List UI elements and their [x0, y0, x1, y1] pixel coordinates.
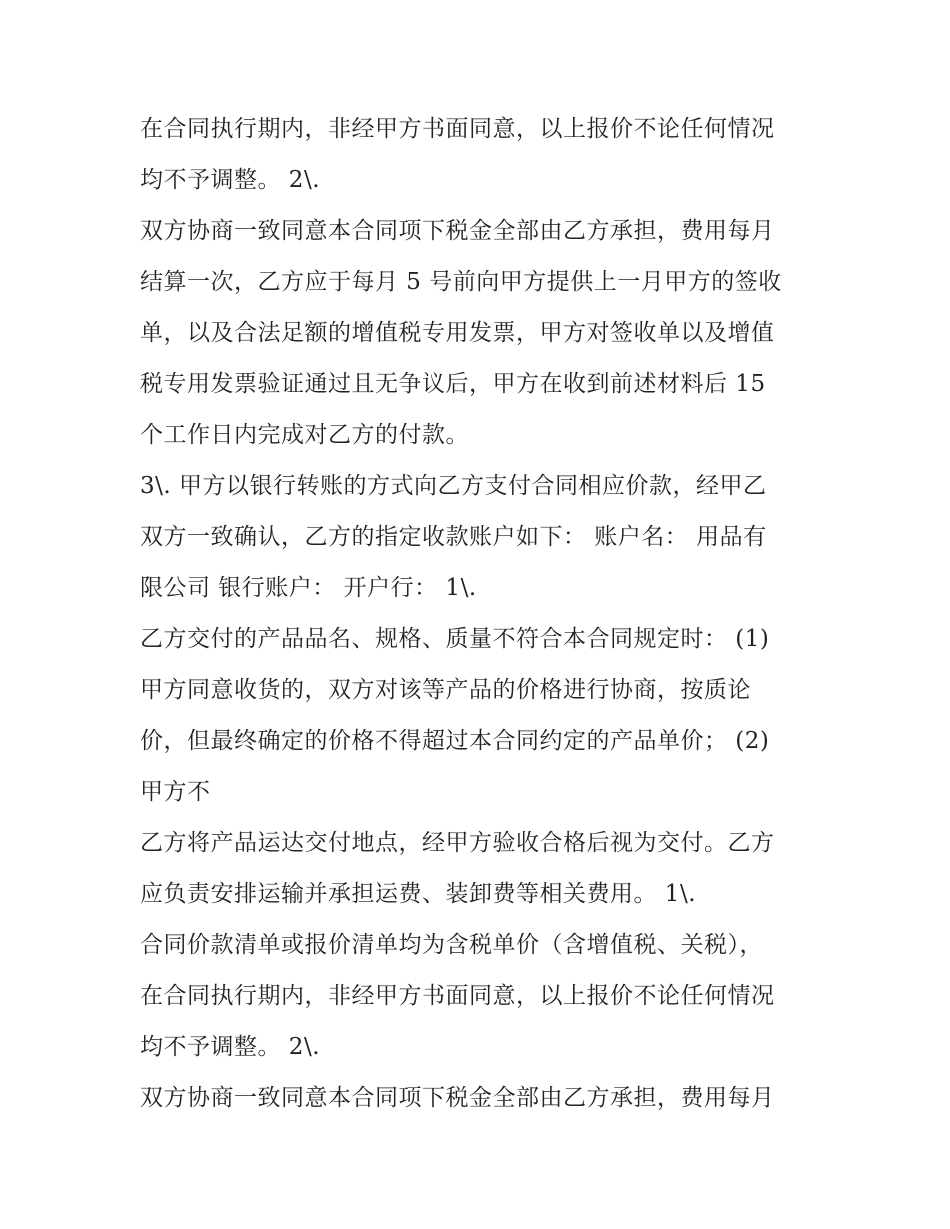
text-line: 甲方不	[140, 779, 211, 805]
text-line: 乙方将产品运达交付地点，经甲方验收合格后视为交付。乙方	[140, 830, 775, 856]
text-line: 合同价款清单或报价清单均为含税单价（含增值税、关税），	[140, 932, 763, 958]
text-line: 单，以及合法足额的增值税专用发票，甲方对签收单以及增值	[140, 320, 775, 346]
text-line: 双方一致确认，乙方的指定收款账户如下： 账户名： 用品有	[140, 524, 767, 550]
text-line: 甲方同意收货的，双方对该等产品的价格进行协商，按质论	[140, 677, 751, 703]
text-line: 双方协商一致同意本合同项下税金全部由乙方承担，费用每月	[140, 1085, 775, 1111]
text-line: 3\. 甲方以银行转账的方式向乙方支付合同相应价款，经甲乙	[140, 473, 767, 499]
text-line: 均不予调整。 2\.	[140, 167, 321, 193]
text-line: 应负责安排运输并承担运费、装卸费等相关费用。 1\.	[140, 881, 697, 907]
text-line: 价，但最终确定的价格不得超过本合同约定的产品单价； (2)	[140, 728, 770, 754]
text-line: 个工作日内完成对乙方的付款。	[140, 422, 469, 448]
text-line: 结算一次，乙方应于每月 5 号前向甲方提供上一月甲方的签收	[140, 269, 782, 295]
text-line: 税专用发票验证通过且无争议后，甲方在收到前述材料后 15	[140, 371, 766, 397]
text-line: 均不予调整。 2\.	[140, 1034, 321, 1060]
text-line: 限公司 银行账户： 开户行： 1\.	[140, 575, 477, 601]
text-line: 乙方交付的产品品名、规格、质量不符合本合同规定时： (1)	[140, 626, 770, 652]
text-line: 在合同执行期内，非经甲方书面同意，以上报价不论任何情况	[140, 116, 775, 142]
document-body	[140, 104, 830, 1124]
text-line: 在合同执行期内，非经甲方书面同意，以上报价不论任何情况	[140, 983, 775, 1009]
text-line: 双方协商一致同意本合同项下税金全部由乙方承担，费用每月	[140, 218, 775, 244]
